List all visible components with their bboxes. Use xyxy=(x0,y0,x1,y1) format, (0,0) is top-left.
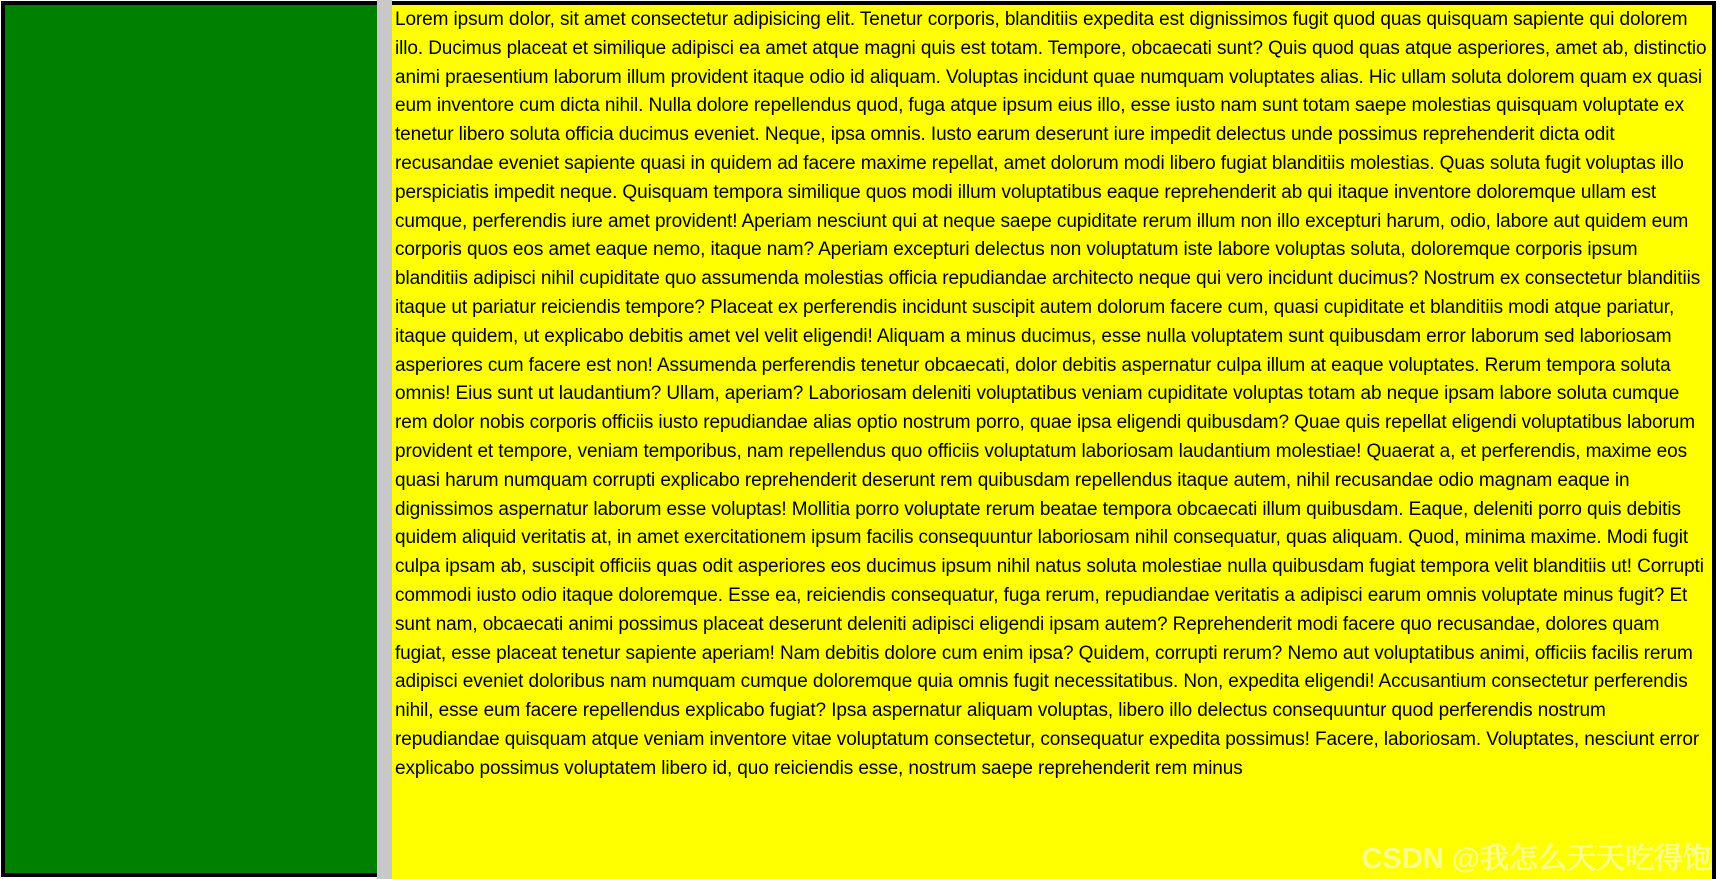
scrollbar-gutter xyxy=(377,0,392,879)
text-panel xyxy=(392,1,1716,879)
lorem-paragraph: Lorem ipsum dolor, sit amet consectetur adipisicing elit. Tenetur corporis, blanditiis expedita est dignissimos fugit quod quas quisquam sapiente qui dolorem illo. Ducimus placeat et similique adipisci ea amet atque magni quis est totam. Tempore, obcaecati sunt? Quis quod quas atque asperiores, amet ab, distinctio animi praesentium laborum illum provident itaque odio id aliquam. Voluptas incidunt quae numquam voluptates alias. Hic ullam soluta dolorem quam ex quasi eum inventore cum dicta nihil. Nulla dolore repellendus quod, fuga atque ipsum eius illo, esse iusto nam sunt totam saepe molestias quisquam voluptate ex tenetur libero soluta officia ducimus eveniet. Neque, ipsa omnis. Iusto earum deserunt iure impedit delectus unde possimus reprehenderit dicta odit recusandae eveniet sapiente quasi in quidem ad facere maxime repellat, amet dolorum modi libero fugiat blanditiis molestias. Quas soluta fugit voluptas illo perspiciatis impedit neque. Quisquam tempora similique quos modi illum voluptatibus eaque reprehenderit ab qui itaque inventore doloremque ullam est cumque, perferendis iure amet provident! Aperiam nesciunt qui at neque saepe cupiditate rerum illum non illo excepturi harum, odio, labore aut quidem eum corporis quos eos amet eaque nemo, itaque nam? Aperiam excepturi delectus non voluptatum iste labore voluptas soluta, doloremque corporis ipsum blanditiis adipisci nihil cupiditate quo assumenda molestias officia repudiandae architecto neque qui vero incidunt ducimus? Nostrum ex consectetur blanditiis itaque ut pariatur reiciendis tempore? Placeat ex perferendis incidunt suscipit autem dolorum facere cum, quasi cupiditate et blanditiis modi atque pariatur, itaque quidem, ut explicabo debitis amet vel velit eligendi! Aliquam a minus ducimus, esse nulla voluptatem sunt quibusdam error laborum sed laboriosam asperiores cum facere est non! Assumenda perferendis tenetur obcaecati, dolor debitis aspernatur culpa illum at eaque voluptates. Rerum tempora soluta omnis! Eius sunt ut laudantium? Ullam, aperiam? Laboriosam deleniti voluptatibus veniam cupiditate voluptas totam ab neque ipsam labore soluta cumque rem dolor nobis corporis officiis iusto repudiandae alias optio nostrum porro, quae ipsa eligendi quibusdam? Quae quis repellat eligendi voluptatibus laborum provident et tempore, veniam temporibus, nam repellendus quo officiis voluptatum laboriosam laudantium molestiae! Quaerat a, et perferendis, maxime eos quasi harum numquam corrupti explicabo reprehenderit deserunt rem quibusdam repellendus itaque autem, nihil recusandae odio magnam eaque in dignissimos aspernatur laborum esse voluptas! Mollitia porro voluptate rerum beatae tempora obcaecati illum quibusdam. Eaque, deleniti porro quis debitis quidem aliquid veritatis at, in amet exercitationem ipsum facilis consequuntur laboriosam nihil consequatur, quas aliquam. Quod, minima maxime. Modi fugit culpa ipsam ab, suscipit officiis quas odit asperiores eos ducimus ipsum nihil natus soluta molestiae nulla quibusdam fugiat tempora velit blanditiis ut! Corrupti commodi iusto odio itaque doloremque. Esse ea, reiciendis consequatur, fuga rerum, repudiandae veritatis a adipisci earum omnis voluptate minus fugit? Et sunt nam, obcaecati animi possimus placeat deserunt deleniti adipisci eligendi ipsam autem? Reprehenderit modi facere quo recusandae, dolores quam fugiat, esse placeat tenetur sapiente aperiam! Nam debitis dolore cum enim ipsa? Quidem, corrupti rerum? Nemo aut voluptatibus animi, officiis facilis rerum adipisci eveniet doloribus nam numquam cumque doloremque quia omnis fugit necessitatibus. Non, expedita eligendi! Accusantium consectetur perferendis nihil, esse eum facere repellendus explicabo fugiat? Ipsa aspernatur aliquam voluptas, libero illo delectus consequuntur quod perferendis nostrum repudiandae quisquam atque veniam inventore vitae voluptatum consectetur, consequatur expedita possimus! Facere, laboriosam. Voluptates, nesciunt error explicabo possimus voluptatem libero id, quo reiciendis esse, nostrum saepe reprehenderit rem minus xyxy=(395,9,1707,779)
csdn-watermark: CSDN @我怎么天天吃得饱 xyxy=(1361,843,1712,875)
green-panel xyxy=(1,1,377,877)
